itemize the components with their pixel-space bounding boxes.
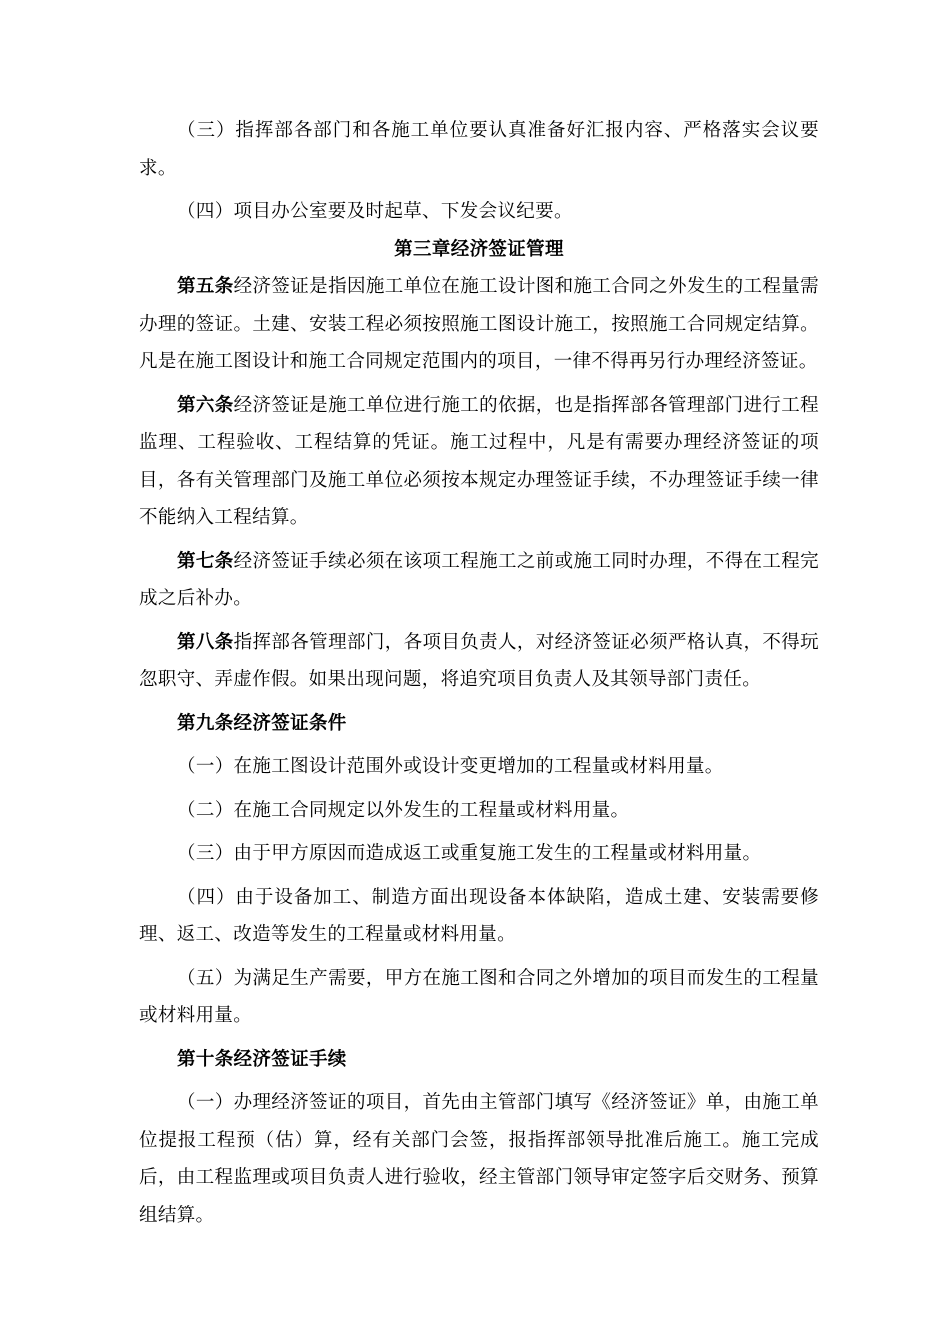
paragraph-item-4: （四）项目办公室要及时起草、下发会议纪要。: [177, 201, 573, 222]
paragraph-item-3: （三）指挥部各部门和各施工单位要认真准备好汇报内容、严格落实会议要求。: [139, 120, 819, 179]
article-9-item-2: （二）在施工合同规定以外发生的工程量或材料用量。: [177, 799, 630, 821]
article-6: [139, 387, 819, 537]
article-9-item-4: （四）由于设备加工、制造方面出现设备本体缺陷，造成土建、安装需要修理、返工、改造等发生的工程量或材料用量。: [139, 886, 819, 945]
article-7-text: 经济签证手续必须在该项工程施工之前或施工同时办理，不得在工程完成之后补办。: [139, 550, 819, 609]
article-8-label: 第八条: [177, 631, 234, 653]
article-5-label: 第五条: [177, 276, 234, 297]
article-9-label: 第九条经济签证条件: [177, 712, 347, 734]
document-page: [139, 112, 819, 1234]
article-6-label: 第六条: [177, 394, 234, 416]
article-7-label: 第七条: [177, 550, 234, 572]
article-6-text: 经济签证是施工单位进行施工的依据，也是指挥部各管理部门进行工程监理、工程验收、工程结算的凭证。施工过程中，凡是有需要办理经济签证的项目，各有关管理部门及施工单位必须按本规定办理签证手续，不办理签证手续一律不能纳入工程结算。: [139, 394, 819, 528]
article-7: [139, 543, 819, 618]
chapter-title: 第三章经济签证管理: [394, 238, 564, 260]
article-9-item-1: （一）在施工图设计范围外或设计变更增加的工程量或材料用量。: [177, 756, 724, 777]
article-9-heading: [139, 705, 819, 743]
article-8-text: 指挥部各管理部门，各项目负责人，对经济签证必须严格认真，不得玩忽职守、弄虚作假。如果出现问题，将追究项目负责人及其领导部门责任。: [139, 631, 819, 690]
article-9-item-5: （五）为满足生产需要，甲方在施工图和合同之外增加的项目而发生的工程量或材料用量。: [139, 967, 819, 1026]
article-8: [139, 624, 819, 699]
article-9-item-3: （三）由于甲方原因而造成返工或重复施工发生的工程量或材料用量。: [177, 843, 762, 864]
article-10-heading: [139, 1041, 819, 1079]
article-10-label: 第十条经济签证手续: [177, 1048, 347, 1070]
article-5-text: 经济签证是指因施工单位在施工设计图和施工合同之外发生的工程量需办理的签证。土建、安装工程必须按照施工图设计施工，按照施工合同规定结算。凡是在施工图设计和施工合同规定范围内的项目，一律不得再另行办理经济签证。: [139, 276, 819, 372]
article-10-item-1: （一）办理经济签证的项目，首先由主管部门填写《经济签证》单，由施工单位提报工程预（估）算，经有关部门会签，报指挥部领导批准后施工。施工完成后，由工程监理或项目负责人进行验收，经主管部门领导审定签字后交财务、预算组结算。: [139, 1092, 819, 1226]
article-5: [139, 268, 819, 381]
